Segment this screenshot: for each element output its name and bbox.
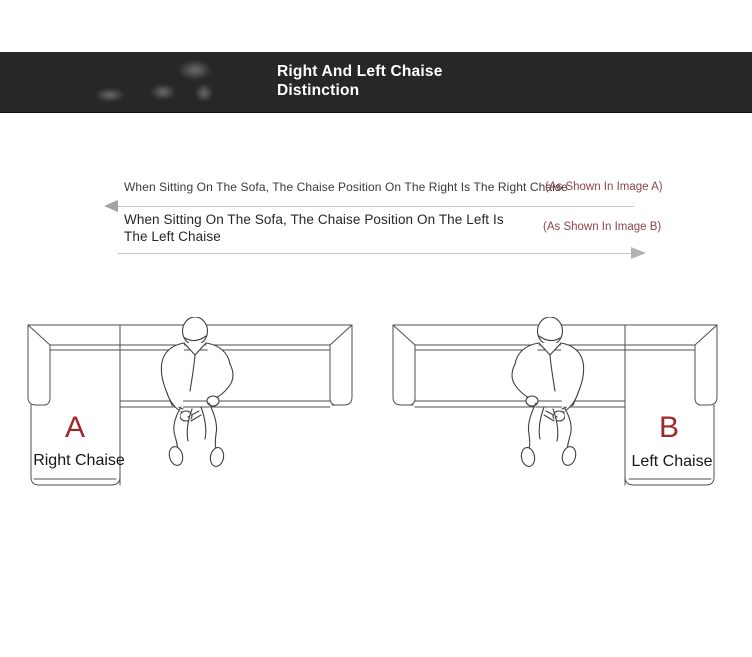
faded-watermark <box>95 88 125 102</box>
faded-watermark <box>150 84 176 100</box>
header-banner <box>0 52 752 113</box>
right-chaise-note: When Sitting On The Sofa, The Chaise Position On The Right Is The Right Chaise <box>124 180 568 194</box>
diagram-image-b <box>390 317 720 507</box>
page-title-line2: Distinction <box>277 82 360 99</box>
left-chaise-reference: (As Shown In Image B) <box>543 221 662 233</box>
chaise-letter-a: A <box>64 411 85 444</box>
arrow-right-head <box>631 247 646 259</box>
right-chaise-reference: (As Shown In Image A) <box>545 181 663 193</box>
page-title <box>277 62 443 100</box>
arrow-left-head <box>104 200 118 212</box>
seated-person-illustration <box>512 317 584 467</box>
arrow-left-shaft <box>113 206 634 207</box>
seated-person-illustration <box>161 317 233 467</box>
left-chaise-note-line1: When Sitting On The Sofa, The Chaise Position On The Left Is <box>124 212 504 227</box>
faded-watermark <box>178 60 212 80</box>
page-title-line1: Right And Left Chaise <box>277 63 443 80</box>
chaise-letter-b: B <box>658 411 679 444</box>
arrow-right-shaft <box>118 253 633 254</box>
left-chaise-label: Left Chaise <box>631 453 713 470</box>
diagram-image-a <box>25 317 355 507</box>
right-chaise-label: Right Chaise <box>33 452 125 469</box>
faded-watermark <box>195 84 213 102</box>
arrow-right-icon <box>118 246 646 260</box>
left-chaise-note-line2: The Left Chaise <box>124 229 221 244</box>
left-chaise-note <box>124 211 504 245</box>
